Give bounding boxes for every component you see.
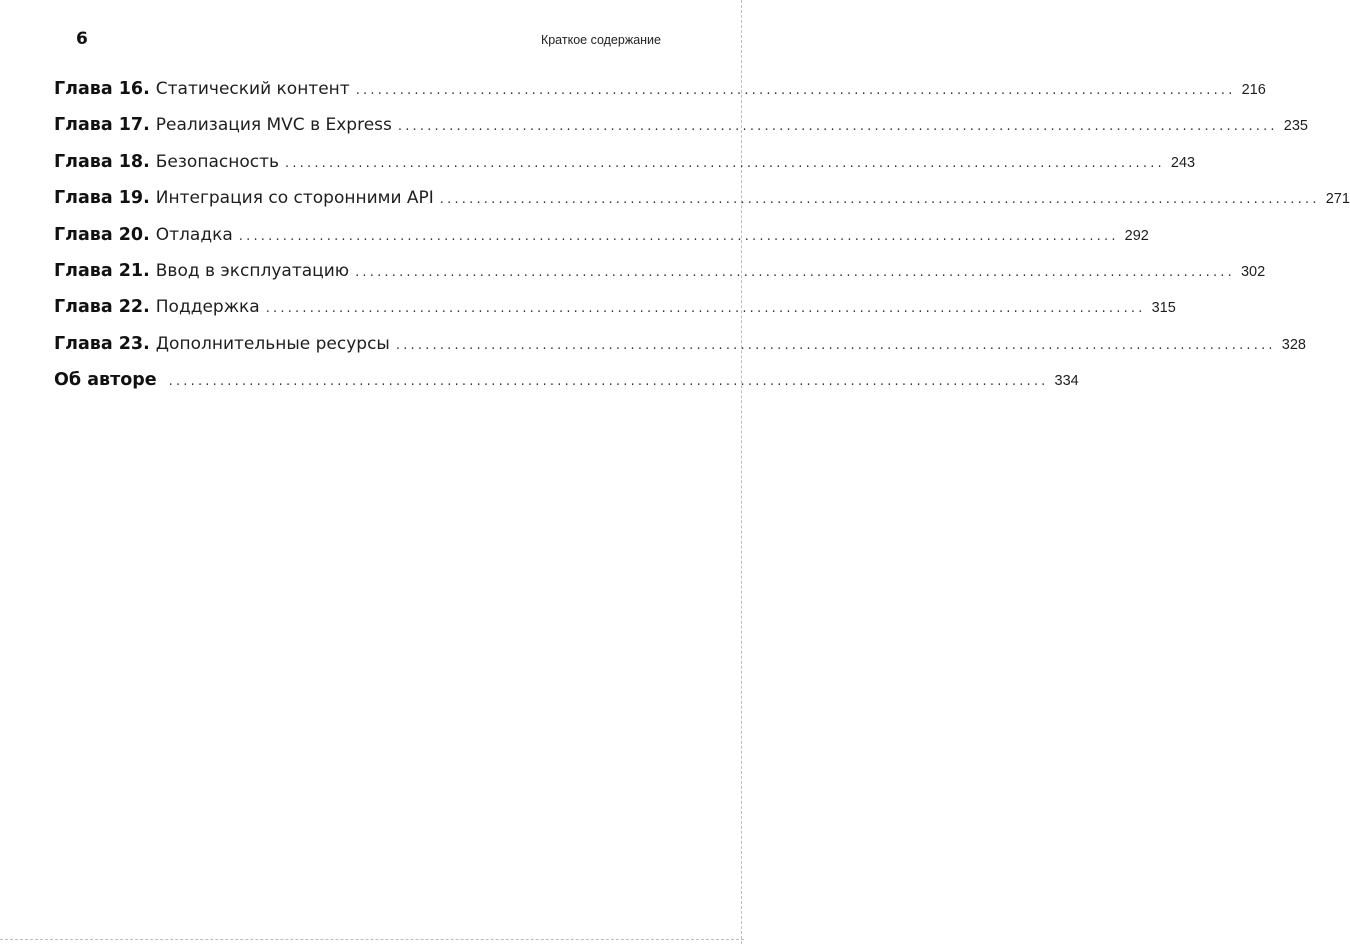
- dot-leader: ........................................................................................................................: [285, 155, 1165, 171]
- dot-leader: ........................................................................................................................: [355, 83, 1236, 98]
- toc-entry-page: 302: [1240, 263, 1266, 280]
- toc-entry-page: 334: [1054, 373, 1079, 390]
- toc-entry-chapter-18[interactable]: [54, 151, 1196, 187]
- page-edge-right: [741, 0, 742, 944]
- toc-entry-label: Глава 22.: [54, 297, 150, 318]
- toc-entry-title: Безопасность: [155, 151, 279, 172]
- toc-entry-title: Реализация MVC в Express: [155, 115, 392, 136]
- toc-entry-chapter-16[interactable]: [54, 78, 1266, 114]
- toc-entry-page: 271: [1325, 191, 1350, 208]
- toc-entry-title: Поддержка: [155, 297, 260, 318]
- toc-entry-chapter-19[interactable]: [54, 187, 1350, 223]
- toc-entry-title: Статический контент: [155, 79, 350, 99]
- dot-leader: ........................................................................................................................: [168, 374, 1049, 390]
- dot-leader: ........................................................................................................................: [355, 264, 1235, 280]
- toc-entry-label: Глава 19.: [54, 188, 150, 209]
- running-title: Краткое содержание: [540, 33, 661, 47]
- toc-entry-title: Отладка: [155, 224, 233, 245]
- toc-entry-page: 292: [1124, 227, 1149, 244]
- table-of-contents: [54, 78, 1350, 406]
- dot-leader: ........................................................................................................................: [439, 192, 1320, 208]
- toc-entry-page: 216: [1241, 82, 1266, 98]
- dot-leader: ........................................................................................................................: [265, 301, 1146, 317]
- dot-leader: ........................................................................................................................: [395, 337, 1276, 353]
- toc-entry-label: Глава 21.: [54, 260, 150, 281]
- toc-entry-chapter-20[interactable]: [54, 224, 1149, 260]
- toc-entry-label: Глава 23.: [54, 333, 150, 354]
- page-edge-bottom: [0, 939, 744, 940]
- toc-entry-about-author[interactable]: [54, 369, 1079, 405]
- toc-entry-label: Глава 17.: [54, 115, 150, 136]
- dot-leader: ........................................................................................................................: [238, 228, 1119, 244]
- toc-entry-chapter-22[interactable]: [54, 296, 1176, 332]
- toc-entry-title: Интеграция со сторонними API: [155, 188, 434, 209]
- toc-entry-label: Об авторе: [54, 370, 157, 391]
- dot-leader: ........................................................................................................................: [397, 119, 1278, 135]
- toc-entry-page: 243: [1170, 154, 1196, 171]
- toc-entry-chapter-17[interactable]: [54, 114, 1308, 150]
- page-number: 6: [76, 29, 88, 49]
- toc-entry-title: Ввод в эксплуатацию: [155, 260, 350, 281]
- toc-entry-label: Глава 20.: [54, 224, 150, 245]
- toc-entry-page: 328: [1281, 336, 1306, 353]
- toc-entry-label: Глава 18.: [54, 151, 150, 172]
- toc-entry-page: 235: [1283, 118, 1308, 135]
- toc-entry-chapter-21[interactable]: [54, 260, 1266, 296]
- toc-entry-page: 315: [1151, 300, 1176, 317]
- toc-entry-chapter-23[interactable]: [54, 333, 1306, 369]
- toc-entry-label: Глава 16.: [54, 79, 150, 99]
- toc-entry-title: Дополнительные ресурсы: [155, 333, 390, 354]
- running-head: [76, 28, 661, 50]
